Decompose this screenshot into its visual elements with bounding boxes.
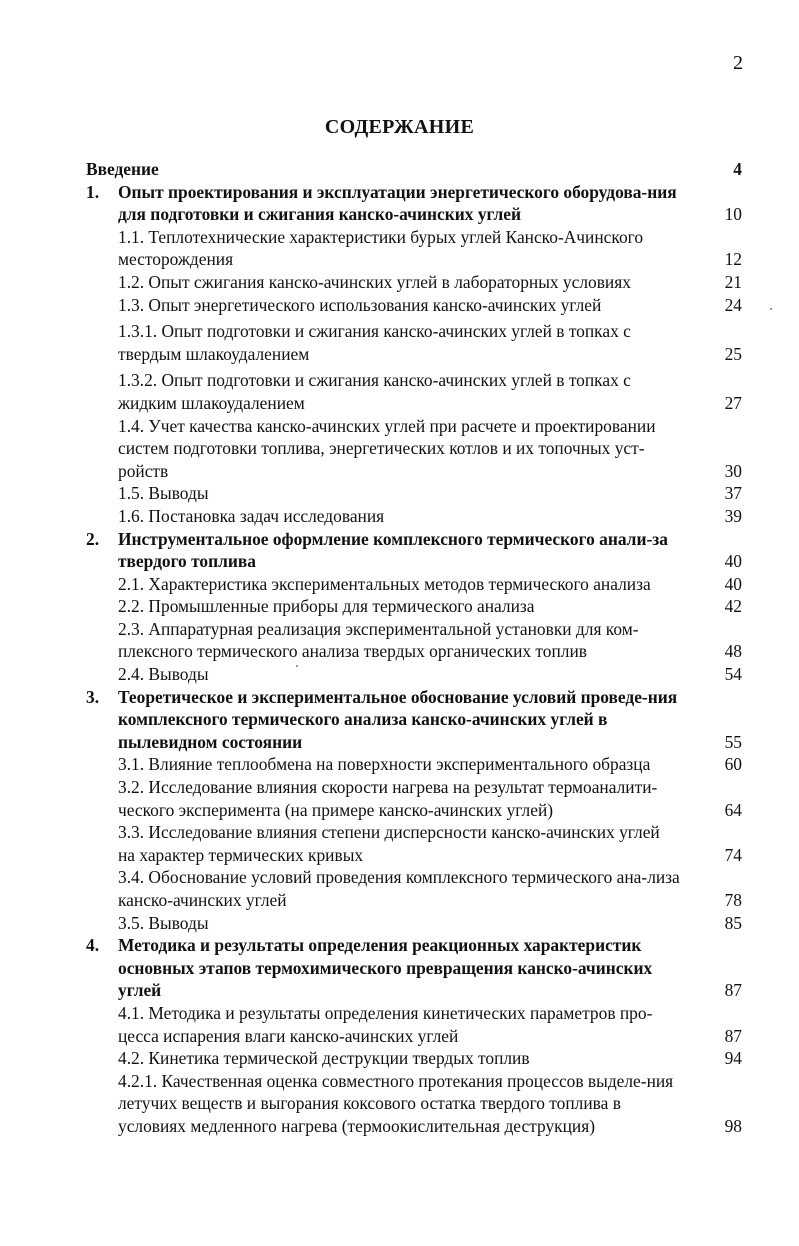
toc-entry-label: 1.5. Выводы	[118, 483, 209, 504]
toc-entry-page: 21	[724, 271, 742, 292]
toc-entry-label: 3.3. Исследование влияния степени дисперсности канско-ачинских углей на характер термических кривых	[118, 822, 660, 865]
toc-entry-label: 3.1. Влияние теплообмена на поверхности экспериментального образца	[118, 754, 651, 775]
toc-entry-page: 48	[724, 641, 742, 662]
chapter-number: 3.	[86, 686, 100, 707]
toc-chapter-1	[86, 181, 742, 226]
toc-entry-page: 94	[724, 1048, 742, 1069]
toc-entry	[86, 505, 742, 528]
toc-entry	[86, 866, 742, 911]
toc-entry	[86, 1047, 742, 1070]
toc-entry	[86, 271, 742, 294]
chapter-number: 2.	[86, 528, 100, 549]
toc-entry-label: 3.4. Обоснование условий проведения комплексного термического ана-лиза канско-ачинских углей	[118, 867, 680, 910]
toc-entry-page: 42	[724, 596, 742, 617]
toc-entry	[86, 369, 742, 414]
toc-entry	[86, 912, 742, 935]
scan-speck	[296, 665, 298, 667]
toc-chapter-3	[86, 686, 742, 754]
toc-entry	[86, 294, 742, 317]
toc-entry-page: 64	[724, 799, 742, 820]
toc-entry-page: 85	[724, 912, 742, 933]
toc-chapter-4	[86, 934, 742, 1002]
toc-entry-page: 60	[724, 754, 742, 775]
toc-entry-intro	[86, 158, 742, 181]
toc-entry-page: 30	[724, 460, 742, 481]
toc-entry-label: Введение	[86, 159, 159, 179]
toc-entry	[86, 1002, 742, 1047]
scan-speck	[770, 308, 772, 310]
toc-entry-page: 27	[724, 392, 742, 413]
toc-entry	[86, 618, 742, 663]
toc-entry-page: 54	[724, 664, 742, 685]
chapter-title: Инструментальное оформление комплексного термического анали-за твердого топлива	[118, 528, 668, 572]
toc-entry-page: 55	[724, 731, 742, 752]
toc-entry-page: 4	[733, 159, 742, 179]
toc-entry	[86, 320, 742, 365]
toc-entry	[86, 415, 742, 483]
toc-chapter-2	[86, 528, 742, 573]
toc-entry-page: 98	[724, 1115, 742, 1136]
toc-entry-page: 40	[724, 573, 742, 594]
toc-entry	[86, 226, 742, 271]
toc-entry-label: 4.2.1. Качественная оценка совместного протекания процессов выделе-ния летучих веществ и выгорания коксового остатка твердого топлива в условиях медленного нагрева (термоокислительная деструкция)	[118, 1070, 674, 1136]
toc-entry-label: 1.3. Опыт энергетического использования канско-ачинских углей	[118, 294, 602, 315]
toc-entry-label: 4.1. Методика и результаты определения кинетических параметров про-цесса испарения влаги канско-ачинских углей	[118, 1002, 653, 1046]
toc-entry-label: 1.3.1. Опыт подготовки и сжигания канско-ачинских углей в топках с твердым шлакоудалением	[118, 321, 631, 364]
toc-entry-label: 1.2. Опыт сжигания канско-ачинских углей в лабораторных условиях	[118, 271, 631, 292]
toc-entry-label: 1.1. Теплотехнические характеристики бурых углей Канско-Ачинского месторождения	[118, 226, 644, 270]
toc-entry-page: 78	[724, 890, 742, 910]
page-title: СОДЕРЖАНИЕ	[324, 116, 475, 138]
toc-entry-page: 39	[724, 505, 742, 526]
toc-entry-label: 1.4. Учет качества канско-ачинских углей при расчете и проектировании систем подготовки топлива, энергетических котлов и их топочных уст-ройств	[118, 415, 656, 481]
chapter-title: Теоретическое и экспериментальное обоснование условий проведе-ния комплексного термического анализа канско-ачинских углей в пылевидном состоянии	[118, 686, 678, 752]
toc-entry-page: 87	[724, 1025, 742, 1046]
toc-entry-page: 74	[724, 844, 742, 865]
toc-entry-label: 2.3. Аппаратурная реализация экспериментальной установки для ком-плексного термического анализа твердых органических топлив	[118, 618, 639, 662]
toc-entry	[86, 482, 742, 505]
toc-entry-page: 25	[724, 343, 742, 364]
toc-entry-label: 2.2. Промышленные приборы для термического анализа	[118, 596, 535, 617]
toc-entry	[86, 776, 742, 821]
toc-entry-page: 37	[724, 483, 742, 504]
chapter-number: 4.	[86, 935, 100, 956]
page-number: 2	[733, 52, 743, 74]
chapter-number: 1.	[86, 181, 100, 202]
toc-entry-page: 24	[724, 294, 742, 315]
table-of-contents	[86, 158, 742, 1138]
toc-entry-label: 1.6. Постановка задач исследования	[118, 505, 385, 526]
toc-entry	[86, 1070, 742, 1138]
toc-entry-page: 87	[724, 980, 742, 1001]
toc-entry	[86, 753, 742, 776]
toc-entry-label: 1.3.2. Опыт подготовки и сжигания канско-ачинских углей в топках с жидким шлакоудалением	[118, 370, 631, 413]
toc-entry-label: 3.2. Исследование влияния скорости нагрева на результат термоаналити-ческого эксперимента (на примере канско-ачинских углей)	[118, 777, 658, 820]
toc-entry-page: 12	[724, 249, 742, 270]
toc-entry-label: 4.2. Кинетика термической деструкции твердых топлив	[118, 1048, 530, 1069]
toc-entry-page: 10	[724, 204, 742, 225]
toc-entry	[86, 573, 742, 596]
toc-entry	[86, 663, 742, 686]
toc-entry	[86, 821, 742, 866]
toc-entry-label: 2.1. Характеристика экспериментальных методов термического анализа	[118, 573, 651, 594]
toc-entry-label: 3.5. Выводы	[118, 912, 209, 933]
toc-entry-page: 40	[724, 551, 742, 572]
toc-entry-label: 2.4. Выводы	[118, 664, 209, 685]
chapter-title: Методика и результаты определения реакционных характеристик основных этапов термохимического превращения канско-ачинских углей	[118, 935, 653, 1001]
toc-entry	[86, 595, 742, 618]
chapter-title: Опыт проектирования и эксплуатации энергетического оборудова-ния для подготовки и сжигания канско-ачинских углей	[118, 181, 677, 225]
